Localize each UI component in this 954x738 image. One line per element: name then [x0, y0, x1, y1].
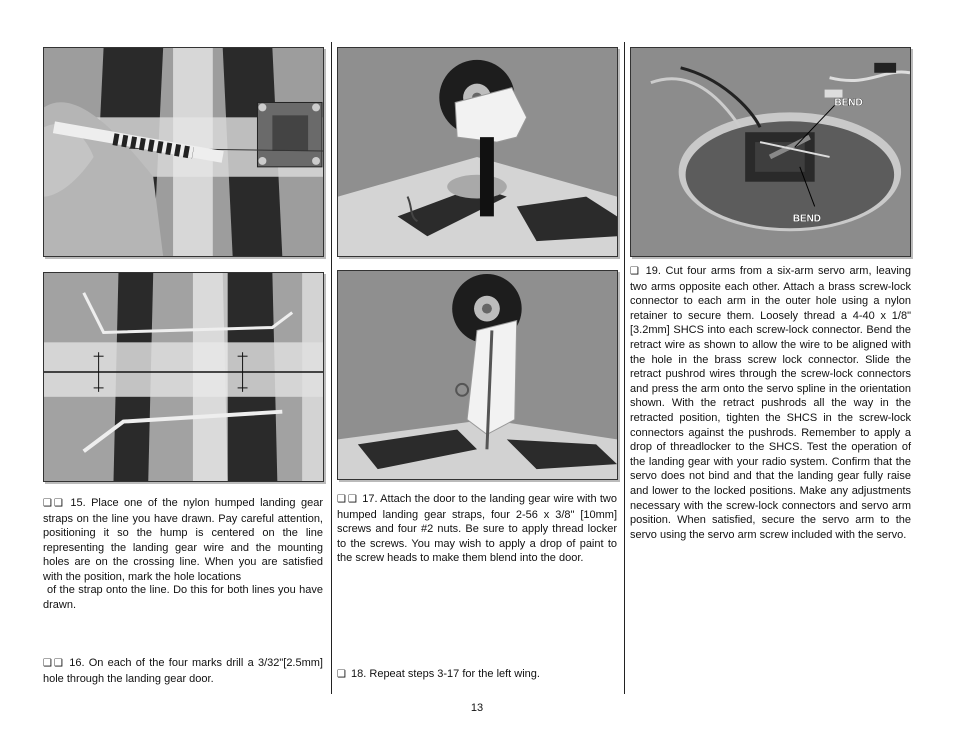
step-15-body-cont: of the strap onto the line. Do this for both lines you have drawn. — [43, 584, 323, 611]
photo-door-attached — [337, 270, 618, 480]
bend-label-top: BEND — [834, 97, 863, 109]
step-17-text — [337, 492, 617, 566]
bend-label-bottom: BEND — [792, 213, 821, 225]
checkbox-icon[interactable]: ❑ — [53, 658, 63, 669]
photo-wing-marks — [43, 272, 324, 482]
photo-gear-door-mount — [337, 47, 618, 257]
step-19-text — [630, 264, 911, 542]
step-17-body: 17. Attach the door to the landing gear wire with two humped landing gear straps, four 2-56 x 3/8" [10mm] screws and four #2 nuts. Be sure to apply thread locker to the screws. You may wish to apply a drop of paint to the screw heads to make them blend into the door. — [337, 493, 617, 565]
checkbox-icon[interactable]: ❑ — [630, 266, 639, 277]
checkbox-icon[interactable]: ❑ — [337, 669, 346, 680]
checkbox-icon[interactable]: ❑ — [347, 494, 357, 505]
photo-marking-strap — [43, 47, 324, 257]
page-number: 13 — [470, 702, 484, 714]
photo-servo-bend — [630, 47, 911, 257]
step-18-body: 18. Repeat steps 3-17 for the left wing. — [351, 668, 540, 680]
checkbox-icon[interactable]: ❑ — [337, 494, 346, 505]
step-18-text — [337, 667, 617, 683]
checkbox-icon[interactable]: ❑ — [43, 498, 52, 509]
checkbox-icon[interactable]: ❑ — [53, 498, 63, 509]
column-divider-right — [624, 42, 625, 694]
step-19-body: 19. Cut four arms from a six-arm servo arm, leaving two arms opposite each other. Attach a brass screw-lock connector to each arm in the outer hole using a nylon retainer to secure them. Loosely thread a 4-40 x 1/8" [3.2mm] SHCS into each screw-lock connector. Bend the retract wire as shown to allow the wire to be aligned with the hole in the brass screw lock connector. Slide the retract pushrod wires through the screw-lock connectors and press the arm onto the servo spline in the orientation shown. With the retract pushrods all the way in the retracted position, tighten the SHCS in the screw-lock connectors against the pushrods. Remember to apply a drop of threadlocker to the SHCS. Test the operation of the landing gear with your radio system. Confirm that the servo does not bind and that the landing gear fully raise and lower to the locked positions. Make any adjustments necessary with the screw-lock connectors and servo arm position. When satisfied, secure the servo arm to the servo using the servo arm screw included with the servo. — [630, 265, 911, 541]
step-16-body: 16. On each of the four marks drill a 3/32"[2.5mm] hole through the landing gear door. — [43, 657, 323, 685]
checkbox-icon[interactable]: ❑ — [43, 658, 52, 669]
step-16-text — [43, 656, 323, 686]
column-divider-left — [331, 42, 332, 694]
step-15-text — [43, 496, 323, 585]
step-15-body: 15. Place one of the nylon humped landing gear straps on the line you have drawn. Pay careful attention, positioning it so the hump is centered on the line representing the landing gear wire and the mounting holes are on the crossing line. When you are satisfied with the position, mark the hole locations — [43, 497, 323, 583]
step-15-text-cont — [43, 583, 323, 612]
